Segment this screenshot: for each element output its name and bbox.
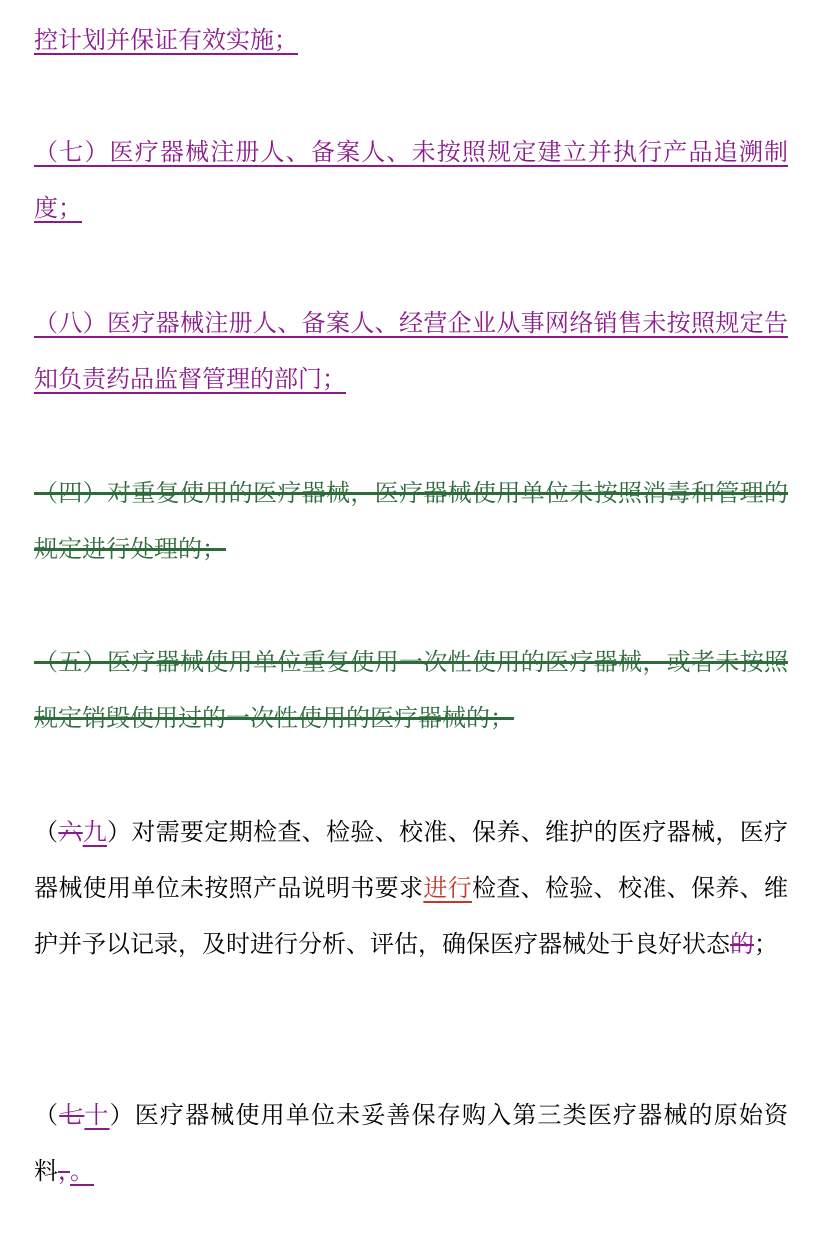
body-text: 检查、检验、校准、保养、维护并予以记录，及时进行分析、评估，确保医疗器械处于良好状态 <box>34 874 789 958</box>
paragraph-item-7 <box>34 124 788 236</box>
paragraph-continuation <box>34 12 788 68</box>
deleted-number: 七 <box>59 1101 85 1129</box>
deleted-number: 六 <box>58 818 83 846</box>
inserted-text: 控计划并保证有效实施； <box>34 26 298 54</box>
paragraph-item-4-deleted <box>34 465 788 577</box>
paragraph-item-10 <box>34 1087 788 1199</box>
inserted-number: 十 <box>84 1101 110 1129</box>
paragraph-item-8 <box>34 295 788 407</box>
inserted-text: （八）医疗器械注册人、备案人、经营企业从事网络销售未按照规定告知负责药品监督管理的部门； <box>34 309 788 393</box>
end-punct: ； <box>754 930 778 958</box>
body-text: ）医疗器械使用单位未妥善保存购入第三类医疗器械的原始资料 <box>34 1101 789 1185</box>
body-text: ）对需要定期检查、检验、校准、保养、维护的医疗器械，医疗器械使用单位未按照产品说明书要求 <box>34 818 789 902</box>
paren-open: （ <box>34 818 59 846</box>
inserted-punct: 。 <box>70 1157 94 1185</box>
paren-open: （ <box>34 1101 60 1129</box>
deleted-text: （五）医疗器械使用单位重复使用一次性使用的医疗器械，或者未按照规定销毁使用过的一次性使用的医疗器械的； <box>34 648 788 732</box>
inserted-word: 进行 <box>423 874 473 902</box>
deleted-punct: ， <box>58 1157 70 1185</box>
paragraph-item-9 <box>34 804 788 972</box>
inserted-text: （七）医疗器械注册人、备案人、未按照规定建立并执行产品追溯制度； <box>34 138 788 222</box>
deleted-text: （四）对重复使用的医疗器械，医疗器械使用单位未按照消毒和管理的规定进行处理的； <box>34 479 788 563</box>
paragraph-item-5-deleted <box>34 634 788 746</box>
inserted-number: 九 <box>82 818 108 846</box>
deleted-char: 的 <box>730 930 754 958</box>
